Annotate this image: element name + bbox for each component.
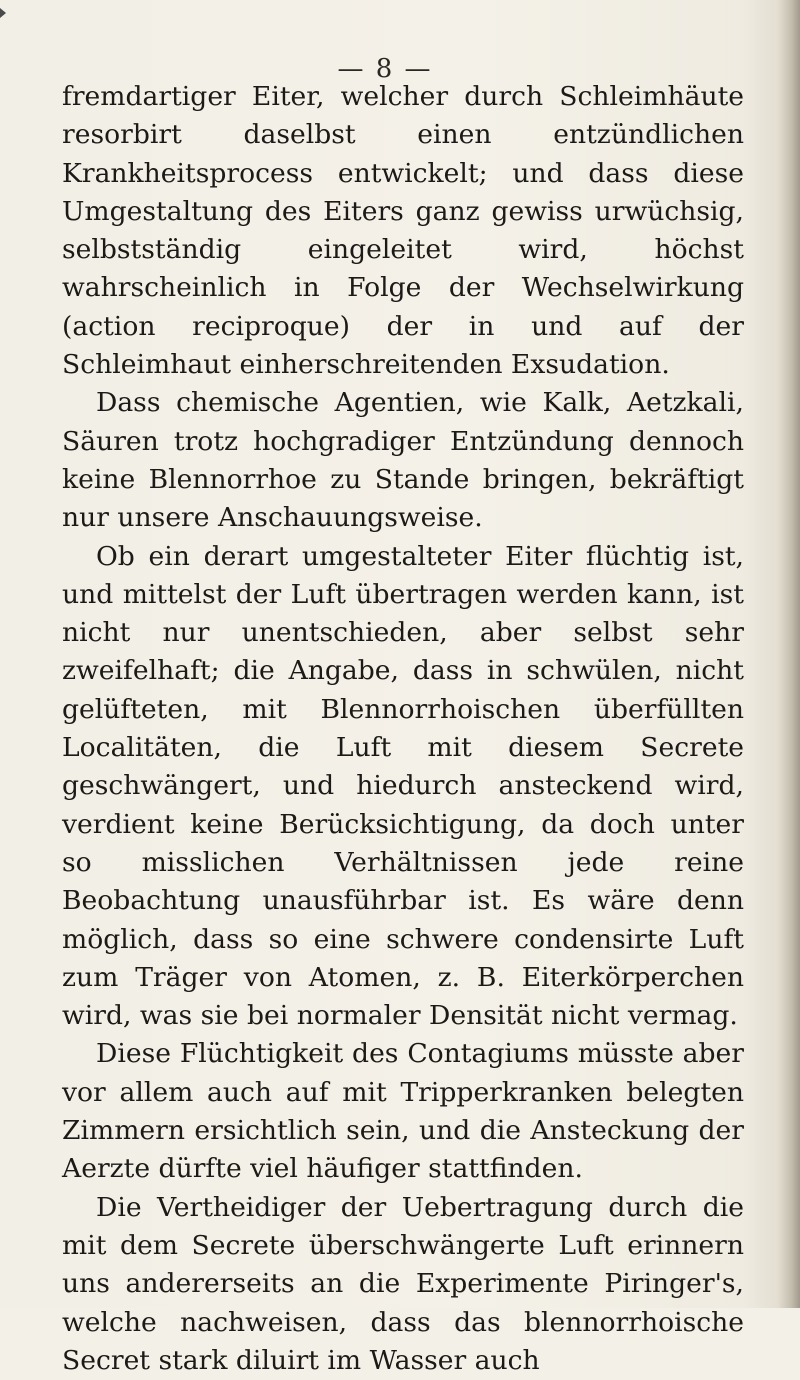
paragraph-chemical-agents: Dass chemische Agentien, wie Kalk, Aetzkali, Säuren trotz hochgradiger Entzündung dennoch keine Blennorrhoe zu Stande bringen, bekräftigt nur unsere Anschauungsweise. [62,387,744,534]
paragraph-volatility-air: Ob ein derart umgestalteter Eiter flüchtig ist, und mittelst der Luft übertragen werden kann, ist nicht nur unentschieden, aber selbst sehr zweifelhaft; die Angabe, dass in schwülen, nicht gelüfteten, mit Blennorrhoischen überfüllten Localitäten, die Luft mit diesem Secrete geschwängert, und hiedurch ansteckend wird, verdient keine Berücksichtigung, da doch unter so misslichen Verhältnissen jede reine Beobachtung unausführbar ist. Es wäre denn möglich, dass so eine schwere condensirte Luft zum Träger von Atomen, z. B. Eiterkörperchen wird, was sie bei normaler Densität nicht vermag. [62,540,744,1032]
page-corner-mark-icon [0,8,6,18]
paragraph-contagium: Diese Flüchtigkeit des Contagiums müsste aber vor allem auch auf mit Tripperkranken belegten Zimmern ersichtlich sein, und die Ansteckung der Aerzte dürfte viel häufiger stattfinden. [62,1038,744,1185]
paragraph-continuation: fremdartiger Eiter, welcher durch Schleimhäute resorbirt daselbst einen entzündlichen Krankheitsprocess entwickelt; und dass diese Umgestaltung des Eiters ganz gewiss urwüchsig, selbstständig eingeleitet wird, höchst wahrscheinlich in Folge der Wechselwirkung (action reciproque) der in und auf der Schleimhaut einherschreitenden Exsudation. [62,81,744,381]
paragraph-piringer-experiments: Die Vertheidiger der Uebertragung durch die mit dem Secrete überschwängerte Luft erinnern uns andererseits an die Experimente Piringer's, welche nachweisen, dass das blennorrhoische Secret stark diluirt im Wasser auch [62,1191,744,1376]
page-edge-shadow [778,0,800,1308]
body-text [62,78,744,1380]
page-number: — 8 — [337,54,433,84]
